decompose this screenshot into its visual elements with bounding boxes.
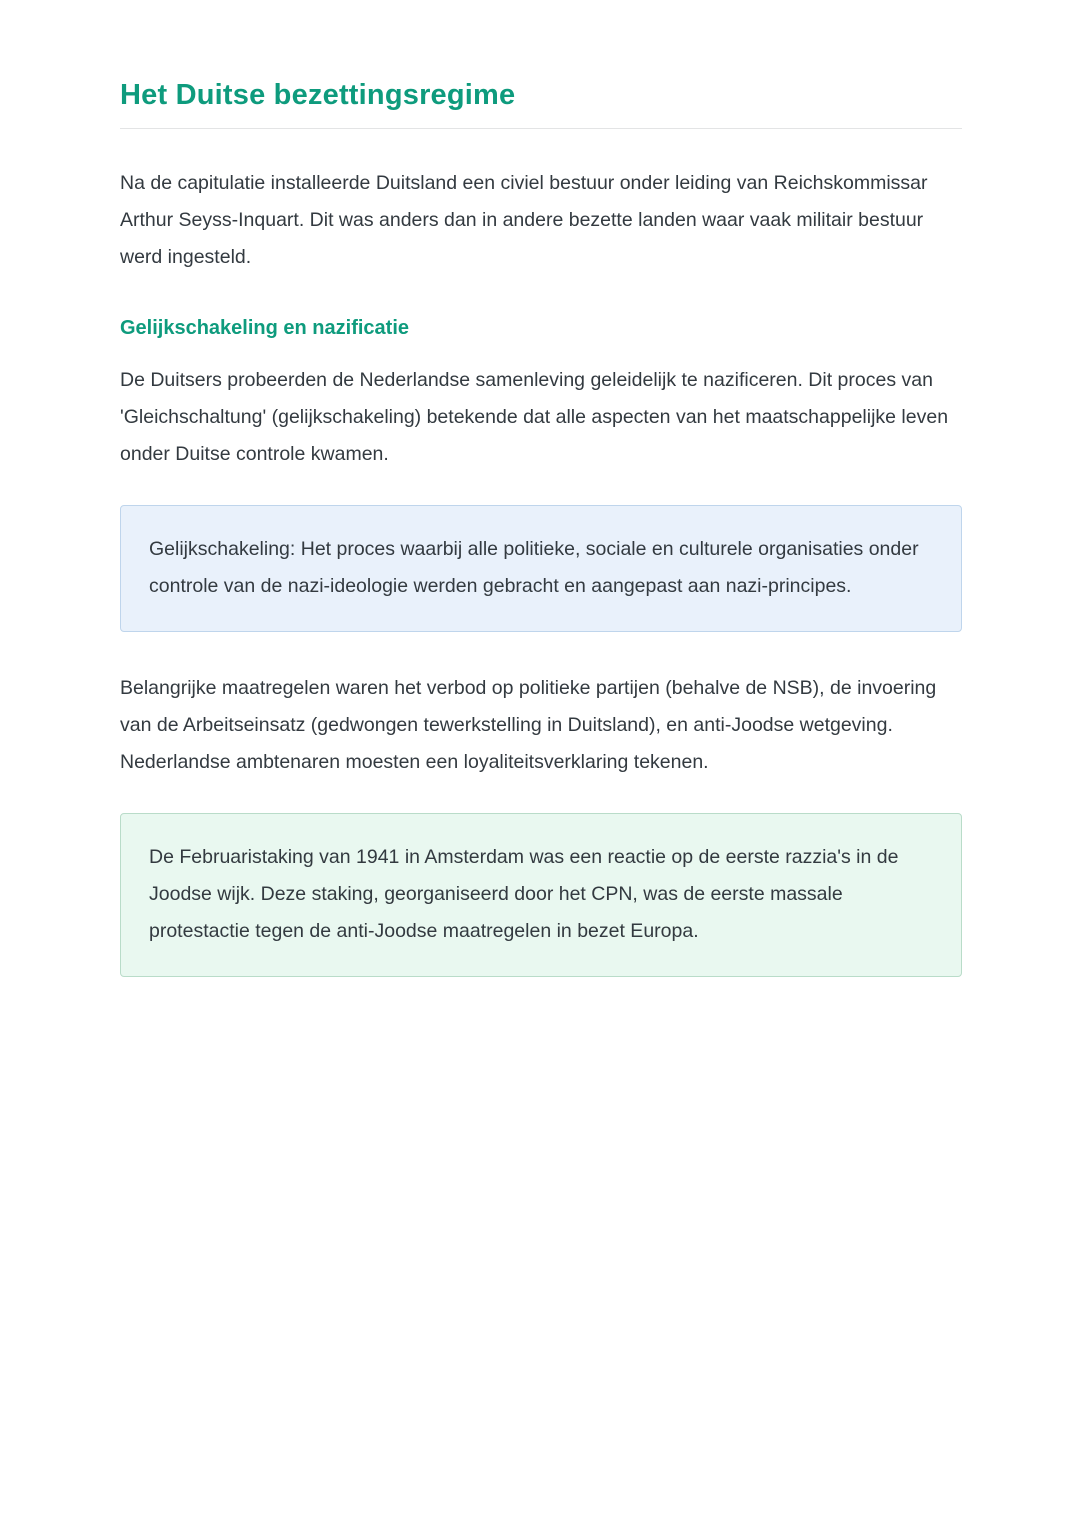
measures-paragraph: Belangrijke maatregelen waren het verbod op politieke partijen (behalve de NSB), de invoering van de Arbeitseinsatz (gedwongen tewerkstelling in Duitsland), en anti-Joodse wetgeving. Nederlandse ambtenaren moesten een loyaliteitsverklaring tekenen. [120, 677, 937, 773]
title-divider [120, 128, 962, 129]
fact-callout-text: De Februaristaking van 1941 in Amsterdam was een reactie op de eerste razzia's in de Joodse wijk. Deze staking, georganiseerd door het CPN, was de eerste massale protestactie tegen de anti-Joodse maatregelen in bezet Europa. [149, 846, 899, 942]
definition-callout-box [120, 505, 962, 632]
nazification-paragraph: De Duitsers probeerden de Nederlandse samenleving geleidelijk te nazificeren. Dit proces van 'Gleichschaltung' (gelijkschakeling) betekende dat alle aspecten van het maatschappelijke leven onder Duitse controle kwamen. [120, 369, 949, 465]
page-title: Het Duitse bezettingsregime [120, 79, 516, 111]
intro-paragraph: Na de capitulatie installeerde Duitsland een civiel bestuur onder leiding van Reichskommissar Arthur Seyss-Inquart. Dit was anders dan in andere bezette landen waar vaak militair bestuur werd ingesteld. [120, 172, 928, 268]
fact-callout-box [120, 813, 962, 977]
section-heading-gelijkschakeling: Gelijkschakeling en nazificatie [120, 317, 410, 339]
definition-callout-text: Gelijkschakeling: Het proces waarbij alle politieke, sociale en culturele organisaties onder controle van de nazi-ideologie werden gebracht en aangepast aan nazi-principes. [149, 538, 919, 597]
